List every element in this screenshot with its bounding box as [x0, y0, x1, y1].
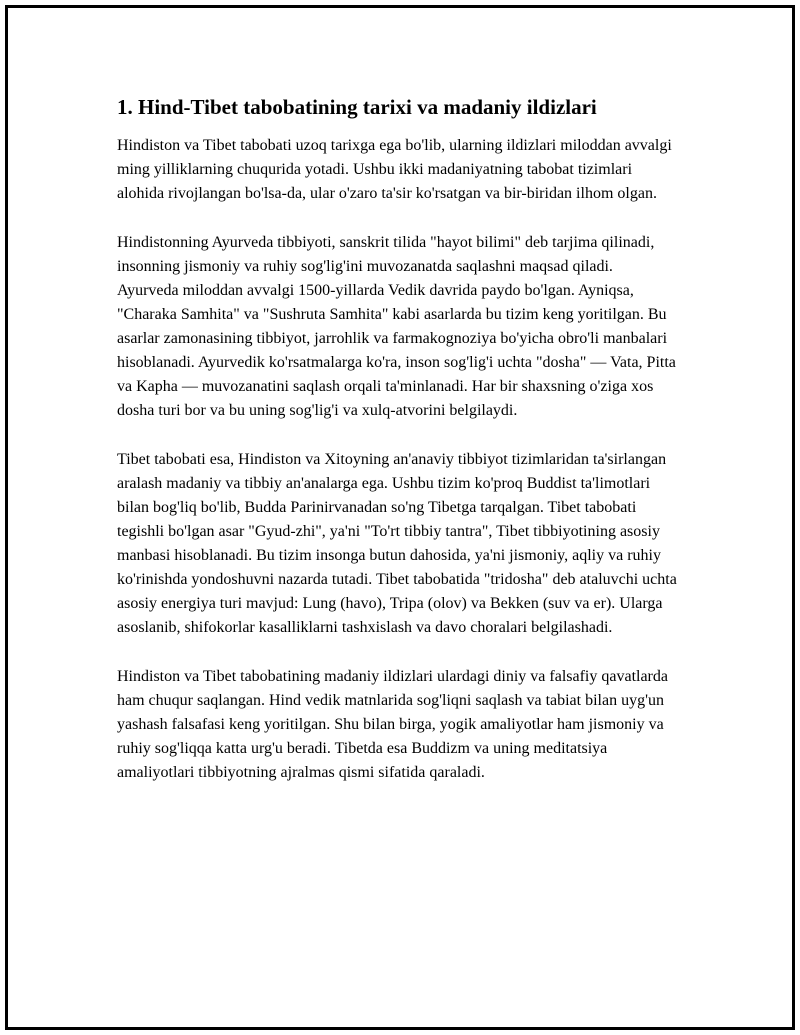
paragraph-intro: Hindiston va Tibet tabobati uzoq tarixga ega bo'lib, ularning ildizlari miloddan avvalgi ming yilliklarning chuqurida yotadi. Ushbu ikki madaniyatning tabobat tizimlari alohida rivojlangan bo'lsa-da, ular o'zaro ta'sir ko'rsatgan va bir-biridan ilhom olgan.: [117, 137, 672, 202]
document-body: [117, 93, 677, 810]
paragraph-ayurveda: Hindistonning Ayurveda tibbiyoti, sanskrit tilida "hayot bilimi" deb tarjima qilinadi, insonning jismoniy va ruhiy sog'lig'ini muvozanatda saqlashni maqsad qiladi. Ayurveda miloddan avvalgi 1500-yillarda Vedik davrida paydo bo'lgan. Ayniqsa, "Charaka Samhita" va "Sushruta Samhita" kabi asarlarda bu tizim keng yoritilgan. Bu asarlar zamonasining tibbiyot, jarrohlik va farmakognoziya bo'yicha obro'li manbalari hisoblanadi. Ayurvedik ko'rsatmalarga ko'ra, inson sog'lig'i uchta "dosha" — Vata, Pitta va Kapha — muvozanatini saqlash orqali ta'minlanadi. Har bir shaxsning o'ziga xos dosha turi bor va bu uning sog'lig'i va xulq-atvorini belgilaydi.: [117, 234, 676, 419]
section-heading: 1. Hind-Tibet tabobatining tarixi va madaniy ildizlari: [117, 95, 597, 119]
paragraph-tibetan-medicine: Tibet tabobati esa, Hindiston va Xitoyning an'anaviy tibbiyot tizimlaridan ta'sirlangan aralash madaniy va tibbiy an'analarga ega. Ushbu tizim ko'proq Buddist ta'limotlari bilan bog'liq bo'lib, Budda Parinirvanadan so'ng Tibetga tarqalgan. Tibet tabobati tegishli bo'lgan asar "Gyud-zhi", ya'ni "To'rt tibbiy tantra", Tibet tibbiyotining asosiy manbasi hisoblanadi. Bu tizim insonga butun dahosida, ya'ni jismoniy, aqliy va ruhiy ko'rinishda yondoshuvni nazarda tutadi. Tibet tabobatida "tridosha" deb ataluvchi uchta asosiy energiya turi mavjud: Lung (havo), Tripa (olov) va Bekken (suv va er). Ularga asoslanib, shifokorlar kasalliklarni tashxislash va davo choralari belgilashadi.: [117, 451, 677, 636]
paragraph-cultural-roots: Hindiston va Tibet tabobatining madaniy ildizlari ulardagi diniy va falsafiy qavatlarda ham chuqur saqlangan. Hind vedik matnlarida sog'liqni saqlash va tabiat bilan uyg'un yashash falsafasi keng yoritilgan. Shu bilan birga, yogik amaliyotlar ham jismoniy va ruhiy sog'liqqa katta urg'u beradi. Tibetda esa Buddizm va uning meditatsiya amaliyotlari tibbiyotning ajralmas qismi sifatida qaraladi.: [117, 668, 668, 781]
